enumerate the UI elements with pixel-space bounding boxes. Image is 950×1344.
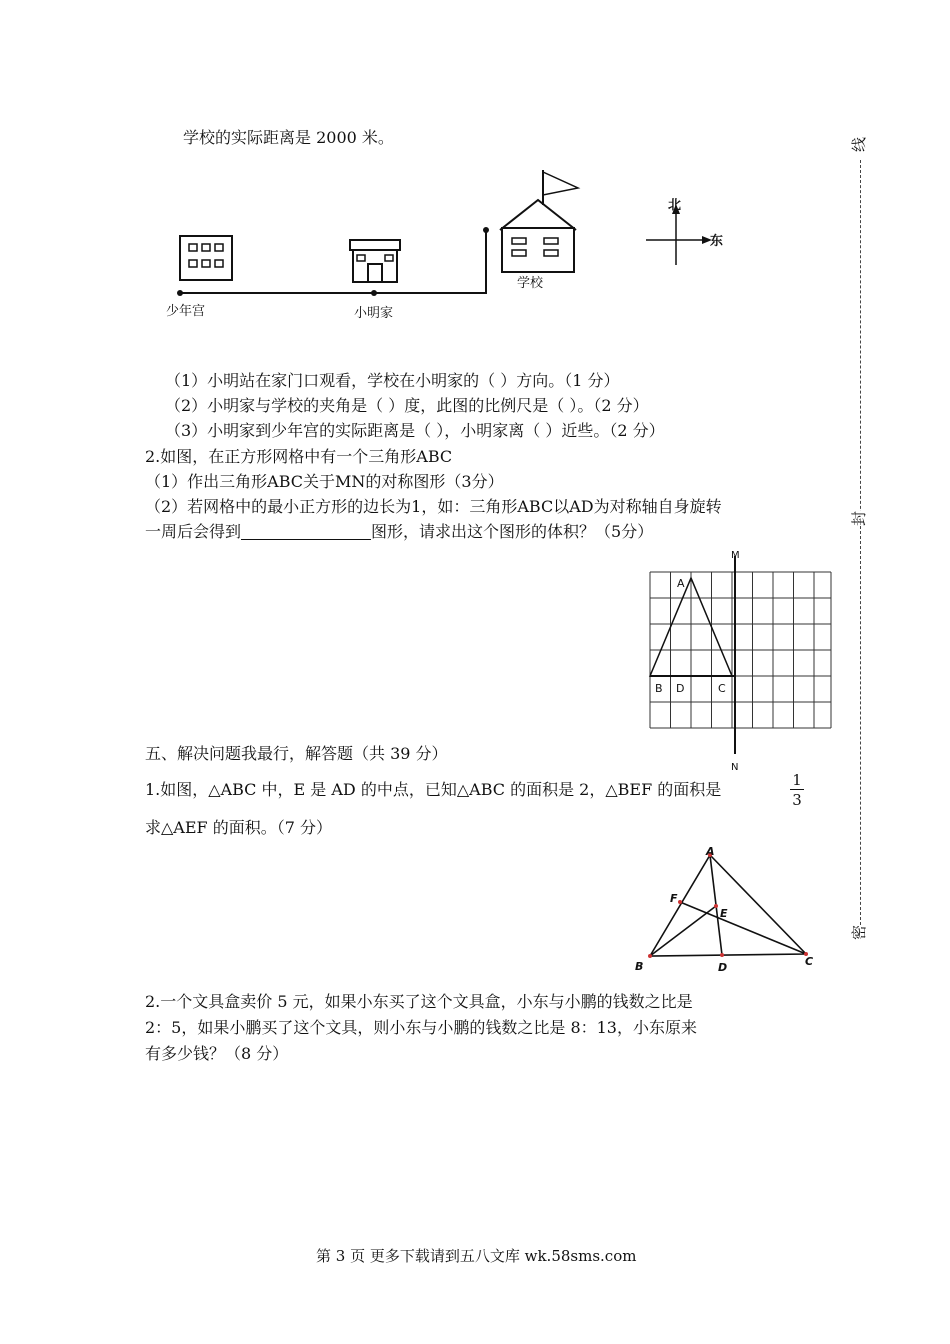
- binding-label-top: 线: [850, 136, 869, 153]
- intro-line: 学校的实际距离是 2000 米。: [183, 128, 394, 147]
- fraction-numerator: 1: [792, 771, 802, 789]
- fraction-bar: [790, 789, 804, 790]
- tri-label-f: F: [670, 892, 678, 905]
- q2-part2b-pre: 一周后会得到: [145, 522, 242, 541]
- grid-label-m: M: [731, 550, 740, 561]
- q2-part2a: （2）若网格中的最小正方形的边长为1，如：三角形ABC以AD为对称轴自身旋转: [145, 497, 722, 516]
- tri-label-b: B: [635, 960, 644, 973]
- tri-label-e: E: [720, 907, 728, 920]
- tri-label-d: D: [718, 961, 728, 974]
- binding-label-mid: 封: [850, 510, 869, 527]
- grid-label-c: C: [718, 682, 726, 695]
- q2-part2b: [145, 522, 653, 542]
- palace-building-icon: [180, 236, 232, 280]
- tri-label-a: A: [706, 845, 715, 858]
- s5-q2-line2: 2：5，如果小鹏买了这个文具，则小东与小鹏的钱数之比是 8：13，小东原来: [145, 1018, 697, 1037]
- grid-figure: [645, 548, 835, 758]
- s5-q2-line3: 有多少钱？（8 分）: [145, 1044, 289, 1063]
- q2-title: 2.如图，在正方形网格中有一个三角形ABC: [145, 447, 453, 466]
- home-roof-icon: [350, 240, 400, 250]
- map-figure: [160, 160, 750, 330]
- q2-part2b-post: 图形，请求出这个图形的体积？（5分）: [371, 522, 654, 541]
- map-label-school: 学校: [517, 276, 544, 291]
- map-label-home: 小明家: [354, 306, 394, 321]
- fraction-denominator: 3: [792, 791, 802, 809]
- q1-part1: （1）小明站在家门口观看，学校在小明家的（ ）方向。（1 分）: [165, 371, 620, 390]
- section5-title: 五、解决问题我最行，解答题（共 39 分）: [145, 744, 448, 763]
- compass-east: 东: [710, 234, 724, 249]
- compass-north: 北: [668, 198, 682, 213]
- answer-blank: [241, 523, 371, 540]
- triangle-figure: [630, 840, 830, 980]
- map-label-palace: 少年宫: [166, 304, 206, 319]
- s5-q1-line1: 1.如图，△ABC 中，E 是 AD 的中点，已知△ABC 的面积是 2，△BEF 的面积是: [145, 780, 722, 799]
- grid-label-b: B: [655, 682, 663, 695]
- page-footer: 第 3 页 更多下载请到五八文库 wk.58sms.com: [316, 1247, 637, 1265]
- tri-label-c: C: [805, 955, 814, 968]
- q2-part1: （1）作出三角形ABC关于MN的对称图形（3分）: [145, 472, 504, 491]
- q1-part2: （2）小明家与学校的夹角是（ ）度，此图的比例尺是（ ）。（2 分）: [165, 396, 649, 415]
- grid-label-d: D: [676, 682, 685, 695]
- grid-label-a: A: [677, 577, 685, 590]
- s5-q1-line2: 求△AEF 的面积。（7 分）: [145, 818, 332, 837]
- school-roof-icon: [500, 200, 576, 230]
- binding-label-bottom: 密: [850, 924, 869, 941]
- binding-dashed-line: [860, 160, 861, 930]
- grid-label-n: N: [731, 762, 739, 773]
- s5-q2-line1: 2.一个文具盒卖价 5 元，如果小东买了这个文具盒，小东与小鹏的钱数之比是: [145, 992, 693, 1011]
- q1-part3: （3）小明家到少年宫的实际距离是（ ），小明家离（ ）近些。（2 分）: [165, 421, 665, 440]
